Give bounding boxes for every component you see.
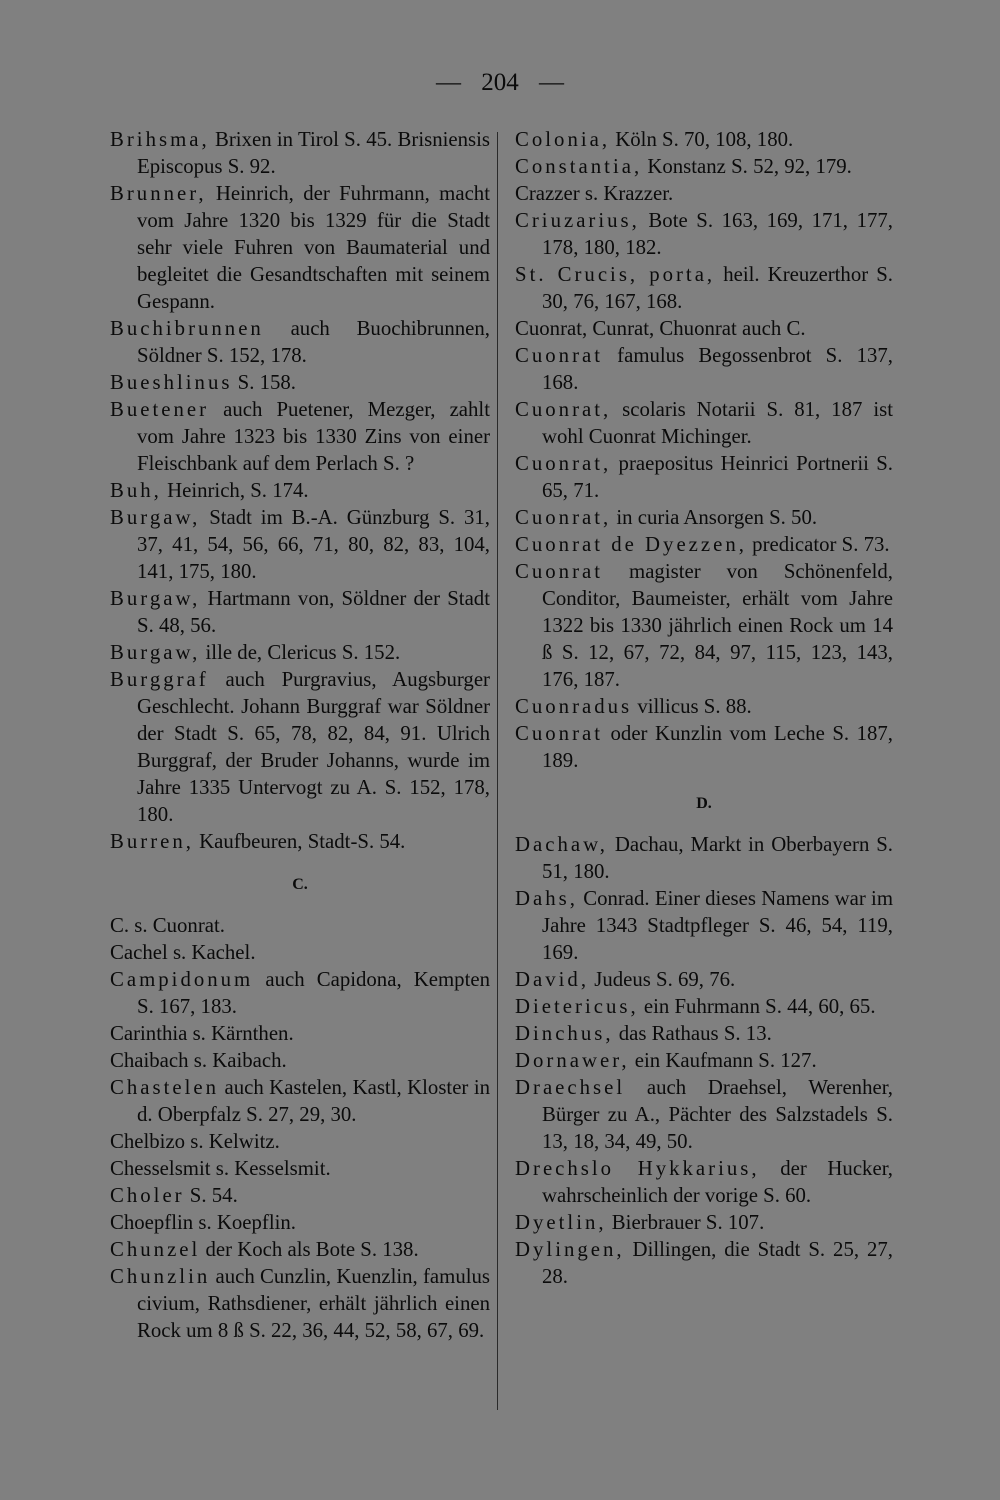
section-letter: C. (292, 876, 308, 893)
entry-text: auch Draehsel, Werenher, Bürger zu A., Pächter des Salzstadels S. 13, 18, 34, 49, 50. (542, 1076, 893, 1153)
entry-text: oder Kunzlin vom Leche S. 187, 189. (542, 722, 893, 772)
entry-text: Chaibach s. Kaibach. (110, 1049, 287, 1072)
index-entry (515, 885, 893, 966)
entry-text: C. s. Cuonrat. (110, 914, 225, 937)
index-entry (515, 1074, 893, 1155)
entry-text: Bote S. 163, 169, 171, 177, 178, 180, 182. (542, 209, 893, 259)
index-entry (110, 966, 490, 1020)
entry-headword: Cuonrat, (515, 398, 612, 421)
entry-headword: Chunzlin (110, 1265, 211, 1288)
page-number (0, 66, 1000, 100)
entry-text: der Hucker, wahrscheinlich der vorige S. 60. (542, 1157, 893, 1207)
entry-text: auch Kastelen, Kastl, Kloster in d. Oberpfalz S. 27, 29, 30. (137, 1076, 490, 1126)
entry-text: ein Kaufmann S. 127. (629, 1049, 817, 1072)
entry-headword: Dachaw, (515, 833, 608, 856)
entry-text: heil. Kreuzerthor S. 30, 76, 167, 168. (542, 263, 893, 313)
entry-text: in curia Ansorgen S. 50. (611, 506, 818, 529)
entry-text: Cachel s. Kachel. (110, 941, 256, 964)
entry-headword: Criuzarius, (515, 209, 640, 232)
entry-text: Brixen in Tirol S. 45. Brisniensis Episcopus S. 92. (137, 128, 490, 178)
index-entry (110, 180, 490, 315)
index-entry (110, 639, 490, 666)
entry-text: praepositus Heinrici Portnerii S. 65, 71. (542, 452, 893, 502)
entry-text: ille de, Clericus S. 152. (200, 641, 401, 664)
index-entry (515, 207, 893, 261)
entry-text: Conrad. Einer dieses Namens war im Jahre 1343 Stadtpfleger S. 46, 54, 119, 169. (542, 887, 893, 964)
entry-headword: Chastelen (110, 1076, 220, 1099)
index-entry (110, 1263, 490, 1344)
index-entry (110, 1236, 490, 1263)
index-entry (515, 180, 893, 207)
entry-text: Chelbizo s. Kelwitz. (110, 1130, 280, 1153)
entry-headword: Dietericus, (515, 995, 639, 1018)
entry-headword: Dahs, (515, 887, 578, 910)
entry-text: Hartmann von, Söldner der Stadt S. 48, 56. (137, 587, 490, 637)
entry-text: das Rathaus S. 13. (613, 1022, 772, 1045)
entry-headword: Cuonrat de Dyezzen, (515, 533, 747, 556)
page-number-value: 204 (481, 69, 519, 96)
index-column-right (515, 126, 893, 1290)
page-number-dash-right: — (539, 69, 564, 96)
index-entry (515, 831, 893, 885)
entry-text: Cuonrat, Cunrat, Chuonrat auch C. (515, 317, 806, 340)
entry-headword: Draechsel (515, 1076, 626, 1099)
entry-text: auch Purgravius, Augsburger Geschlecht. Johann Burggraf war Söldner der Stadt S. 65, 78, 82, 84, 91. Ulrich Burggraf, der Bruder Johanns, wurde im Jahre 1335 Untervogt zu A. S. 152, 178, 180. (137, 668, 490, 826)
entry-text: auch Cunzlin, Kuenzlin, famulus civium, Rathsdiener, erhält jährlich einen Rock um 8 ß S. 22, 36, 44, 52, 58, 67, 69. (137, 1265, 490, 1342)
entry-text: Bierbrauer S. 107. (606, 1211, 765, 1234)
entry-text: Köln S. 70, 108, 180. (610, 128, 794, 151)
index-entry (515, 693, 893, 720)
entry-headword: David, (515, 968, 590, 991)
index-entry (515, 261, 893, 315)
entry-headword: Buchibrunnen (110, 317, 264, 340)
column-divider (497, 132, 498, 1410)
entry-text: Judeus S. 69, 76. (589, 968, 736, 991)
entry-headword: Cuonrat (515, 560, 604, 583)
entry-text: S. 158. (232, 371, 297, 394)
index-entry (515, 1155, 893, 1209)
index-entry (110, 1209, 490, 1236)
index-entry (515, 153, 893, 180)
index-entry (110, 1020, 490, 1047)
entry-headword: Burgaw, (110, 587, 201, 610)
entry-text: ein Fuhrmann S. 44, 60, 65. (638, 995, 876, 1018)
entry-headword: Campidonum (110, 968, 254, 991)
entry-text: Kaufbeuren, Stadt-S. 54. (193, 830, 406, 853)
entry-headword: Constantia, (515, 155, 643, 178)
entry-headword: Dinchus, (515, 1022, 614, 1045)
index-entry (515, 1047, 893, 1074)
index-entry (515, 1236, 893, 1290)
entry-text: magister von Schönenfeld, Conditor, Baumeister, erhält vom Jahre 1322 bis 1330 jährlich einen Rock um 14 ß S. 12, 67, 72, 84, 97, 115, 123, 143, 176, 187. (542, 560, 893, 691)
entry-text: Heinrich, der Fuhrmann, macht vom Jahre 1320 bis 1329 für die Stadt sehr viele Fuhren von Baumaterial und begleitet die Gesandtschaften mit seinem Gespann. (137, 182, 490, 313)
entry-text: Stadt im B.-A. Günzburg S. 31, 37, 41, 54, 56, 66, 71, 80, 82, 83, 104, 141, 175, 180. (137, 506, 490, 583)
index-entry (110, 828, 490, 855)
index-entry (110, 1074, 490, 1128)
entry-text: Chesselsmit s. Kesselsmit. (110, 1157, 331, 1180)
entry-text: S. 54. (184, 1184, 238, 1207)
index-entry (515, 126, 893, 153)
index-entry (515, 504, 893, 531)
index-entry (110, 369, 490, 396)
entry-text: Heinrich, S. 174. (161, 479, 309, 502)
index-entry (515, 993, 893, 1020)
entry-headword: Dyetlin, (515, 1211, 607, 1234)
entry-headword: Brihsma, (110, 128, 210, 151)
entry-headword: Colonia, (515, 128, 611, 151)
entry-text: auch Buochibrunnen, Söldner S. 152, 178. (137, 317, 490, 367)
entry-headword: Brunner, (110, 182, 207, 205)
entry-headword: Cuonrat (515, 344, 604, 367)
entry-headword: Burgaw, (110, 641, 201, 664)
section-letter: D. (696, 795, 712, 812)
index-entry (110, 126, 490, 180)
entry-text: famulus Begossenbrot S. 137, 168. (542, 344, 893, 394)
entry-headword: Bueshlinus (110, 371, 233, 394)
entry-text: Dachau, Markt in Oberbayern S. 51, 180. (542, 833, 893, 883)
index-column-left (110, 126, 490, 1344)
index-entry (110, 1047, 490, 1074)
entry-headword: Burren, (110, 830, 194, 853)
entry-text: Dillingen, die Stadt S. 25, 27, 28. (542, 1238, 893, 1288)
index-entry (110, 666, 490, 828)
entry-text: villicus S. 88. (632, 695, 752, 718)
index-entry (515, 1209, 893, 1236)
entry-text: Konstanz S. 52, 92, 179. (642, 155, 852, 178)
entry-headword: Buh, (110, 479, 162, 502)
entry-headword: St. Crucis, porta, (515, 263, 716, 286)
index-entry (110, 396, 490, 477)
index-entry (110, 1155, 490, 1182)
entry-text: predicator S. 73. (746, 533, 890, 556)
index-entry (110, 912, 490, 939)
index-entry (515, 315, 893, 342)
index-entry (515, 558, 893, 693)
index-entry (110, 477, 490, 504)
entry-headword: Dylingen, (515, 1238, 625, 1261)
index-entry (110, 1128, 490, 1155)
index-entry (515, 450, 893, 504)
index-entry (515, 396, 893, 450)
index-entry (110, 504, 490, 585)
entry-text: auch Capidona, Kempten S. 167, 183. (137, 968, 490, 1018)
entry-headword: Choler (110, 1184, 185, 1207)
entry-headword: Cuonrat, (515, 452, 612, 475)
entry-text: scolaris Notarii S. 81, 187 ist wohl Cuonrat Michinger. (542, 398, 893, 448)
entry-headword: Drechslo Hykkarius, (515, 1157, 760, 1180)
entry-headword: Chunzel (110, 1238, 201, 1261)
entry-headword: Cuonrat, (515, 506, 612, 529)
index-entry (515, 1020, 893, 1047)
index-entry (515, 966, 893, 993)
entry-text: Crazzer s. Krazzer. (515, 182, 674, 205)
index-entry (515, 720, 893, 774)
entry-headword: Burgaw, (110, 506, 201, 529)
entry-headword: Cuonradus (515, 695, 633, 718)
entry-headword: Buetener (110, 398, 210, 421)
index-entry (110, 939, 490, 966)
entry-text: der Koch als Bote S. 138. (200, 1238, 419, 1261)
index-entry (110, 315, 490, 369)
index-entry (110, 1182, 490, 1209)
entry-headword: Dornawer, (515, 1049, 630, 1072)
index-entry (110, 585, 490, 639)
entry-text: Carinthia s. Kärnthen. (110, 1022, 294, 1045)
entry-text: Choepflin s. Koepflin. (110, 1211, 296, 1234)
entry-headword: Burggraf (110, 668, 209, 691)
page-number-dash-left: — (436, 69, 461, 96)
index-entry (515, 531, 893, 558)
entry-text: auch Puetener, Mezger, zahlt vom Jahre 1323 bis 1330 Zins von einer Fleischbank auf dem Perlach S. ? (137, 398, 490, 475)
entry-headword: Cuonrat (515, 722, 604, 745)
index-entry (515, 342, 893, 396)
